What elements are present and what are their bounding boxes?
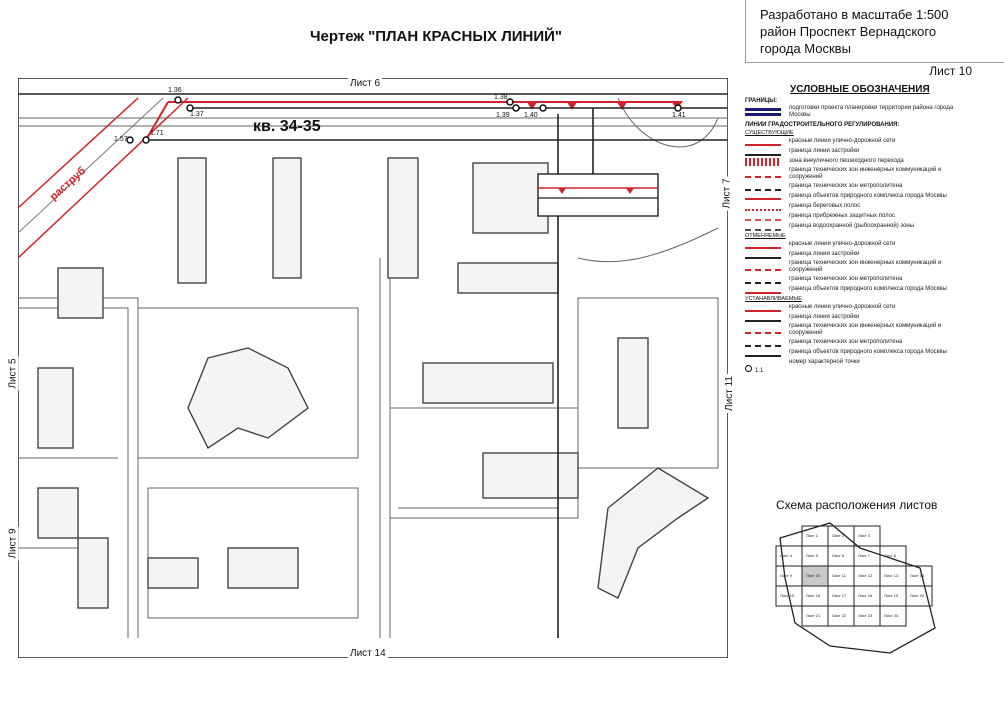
scheme-cell-label: Лист 21 [806, 613, 821, 618]
sheet-layout-scheme [770, 518, 940, 658]
red-line-symbol [745, 144, 781, 146]
dashdot-black-symbol [745, 229, 781, 231]
legend-item: граница технических зон метрополитена [745, 338, 970, 347]
scheme-cell-label: Лист 8 [884, 553, 897, 558]
scheme-cell-label: Лист 3 [858, 533, 871, 538]
dotted-red-symbol [745, 209, 781, 211]
legend-item: подготовки проекта планировки территории района города Москвы [745, 105, 970, 119]
scheme-cell-label: Лист 18 [858, 593, 873, 598]
edge-label-left-lower[interactable]: Лист 9 [7, 528, 19, 559]
point-label: 1.37 [190, 111, 204, 118]
legend-established-title: УСТАНАВЛИВАЕМЫЕ [745, 296, 802, 302]
legend-item: граница объектов природного комплекса города Москвы [745, 285, 970, 294]
scale-line-1: Разработано в масштабе 1:500 [760, 7, 949, 22]
cancelled-nature-symbol [745, 292, 781, 294]
sheet-number: Лист 10 [929, 64, 972, 78]
legend-boundaries-title: ГРАНИЦЫ: [745, 98, 778, 104]
scheme-cell-label: Лист 11 [832, 573, 846, 578]
established-red-symbol [745, 310, 781, 312]
legend-item: граница технических зон инженерных коммуникаций и сооружений [745, 167, 970, 181]
established-dashed-symbol [745, 332, 781, 334]
point-label: 1.36 [168, 87, 182, 94]
scheme-cell-label: Лист 10 [806, 573, 821, 578]
scheme-cell-label: Лист 16 [806, 593, 821, 598]
point-label: 1.71 [150, 130, 164, 137]
edge-label-left-upper[interactable]: Лист 5 [7, 358, 19, 389]
legend-item: красные линии улично-дорожной сети [745, 240, 970, 249]
edge-label-top[interactable]: Лист 6 [350, 78, 381, 89]
schema-title: Схема расположения листов [776, 498, 938, 512]
legend-item: граница береговых полос [745, 202, 970, 211]
legend-item: граница линии застройки [745, 250, 970, 259]
legend-item: красные линии улично-дорожной сети [745, 137, 970, 146]
boundary-symbol [745, 108, 781, 116]
scheme-cell-label: Лист 2 [832, 533, 845, 538]
scheme-cell-label: Лист 20 [910, 593, 925, 598]
scheme-cell-label: Лист 15 [780, 593, 795, 598]
legend-item: граница линии застройки [745, 313, 970, 322]
dashed-black-symbol [745, 189, 781, 191]
cancelled-metro-symbol [745, 282, 781, 284]
legend-item: граница линии застройки [745, 147, 970, 156]
legend-item: красные линии улично-дорожной сети [745, 303, 970, 312]
district-outline [780, 523, 935, 653]
legend-item: зона внеуличного пешеходного перехода [745, 157, 970, 166]
established-metro-symbol [745, 345, 781, 347]
legend [745, 84, 970, 374]
legend-item: 1.1 номер характерной точки [745, 358, 970, 367]
established-black-symbol [745, 320, 781, 322]
callout-box [538, 174, 658, 216]
street-label: раструб [47, 164, 89, 204]
triangle-line-symbol [745, 198, 781, 200]
drawing-title: Чертеж "ПЛАН КРАСНЫХ ЛИНИЙ" [310, 28, 563, 45]
point-label: 1.39 [496, 112, 510, 119]
scheme-cell-label: Лист 22 [832, 613, 847, 618]
cancelled-red-symbol [745, 247, 781, 249]
scheme-cell-label: Лист 24 [884, 613, 899, 618]
legend-item: граница технических зон инженерных коммуникаций и сооружений [745, 260, 970, 274]
legend-item: граница прибрежных защитных полос [745, 212, 970, 221]
scheme-cell-label: Лист 9 [780, 573, 793, 578]
point-label: 1.41 [672, 112, 686, 119]
scheme-cell-label: Лист 4 [780, 553, 793, 558]
legend-item: граница водоохранной (рыбоохранной) зоны [745, 222, 970, 231]
scheme-drawing [770, 518, 940, 658]
scheme-cell-label: Лист 5 [806, 553, 819, 558]
legend-item: граница объектов природного комплекса города Москвы [745, 192, 970, 201]
point-label: 1.57 [114, 136, 128, 143]
edge-label-right-lower[interactable]: Лист 11 [723, 376, 735, 411]
legend-title: УСЛОВНЫЕ ОБОЗНАЧЕНИЯ [790, 84, 930, 95]
edge-label-right-upper[interactable]: Лист 7 [721, 178, 733, 209]
scale-line-2: район Проспект Вернадского [760, 24, 937, 39]
legend-item: граница технических зон метрополитена [745, 275, 970, 284]
cancelled-dashed-symbol [745, 269, 781, 271]
quarter-label: кв. 34-35 [253, 118, 321, 135]
cancelled-black-symbol [745, 257, 781, 259]
scheme-cell-label: Лист 6 [832, 553, 845, 558]
scheme-cell-label: Лист 17 [832, 593, 847, 598]
legend-item: граница технических зон метрополитена [745, 182, 970, 191]
legend-existing-title: СУЩЕСТВУЮЩИЕ [745, 130, 794, 136]
dashed-red-symbol [745, 176, 781, 178]
scheme-cell-label: Лист 12 [858, 573, 873, 578]
scheme-cell-label: Лист 23 [858, 613, 873, 618]
scheme-cell-label: Лист 13 [884, 573, 899, 578]
scale-info-box [745, 0, 1004, 63]
point-symbol: 1.1 [745, 359, 781, 367]
edge-label-bottom[interactable]: Лист 14 [350, 648, 386, 659]
dashdot-red-symbol [745, 219, 781, 221]
scheme-cell-label: Лист 1 [806, 533, 819, 538]
scale-line-3: города Москвы [760, 41, 851, 56]
hatched-symbol [745, 158, 781, 166]
legend-item: граница технических зон инженерных коммуникаций и сооружений [745, 323, 970, 337]
map-drawing [18, 78, 728, 658]
legend-cancelled-title: ОТМЕНЯЕМЫЕ [745, 233, 786, 239]
black-line-symbol [745, 154, 781, 156]
point-label: 1.38 [494, 94, 508, 101]
point-label: 1.40 [524, 112, 538, 119]
map-area[interactable] [7, 78, 735, 659]
scheme-cell-label: Лист 7 [858, 553, 871, 558]
scheme-cell-label: Лист 19 [884, 593, 899, 598]
established-nature-symbol [745, 355, 781, 357]
legend-item: граница объектов природного комплекса города Москвы [745, 348, 970, 357]
scheme-cell-label: Лист 14 [910, 573, 925, 578]
legend-regulation-title: ЛИНИИ ГРАДОСТРОИТЕЛЬНОГО РЕГУЛИРОВАНИЯ: [745, 122, 900, 128]
